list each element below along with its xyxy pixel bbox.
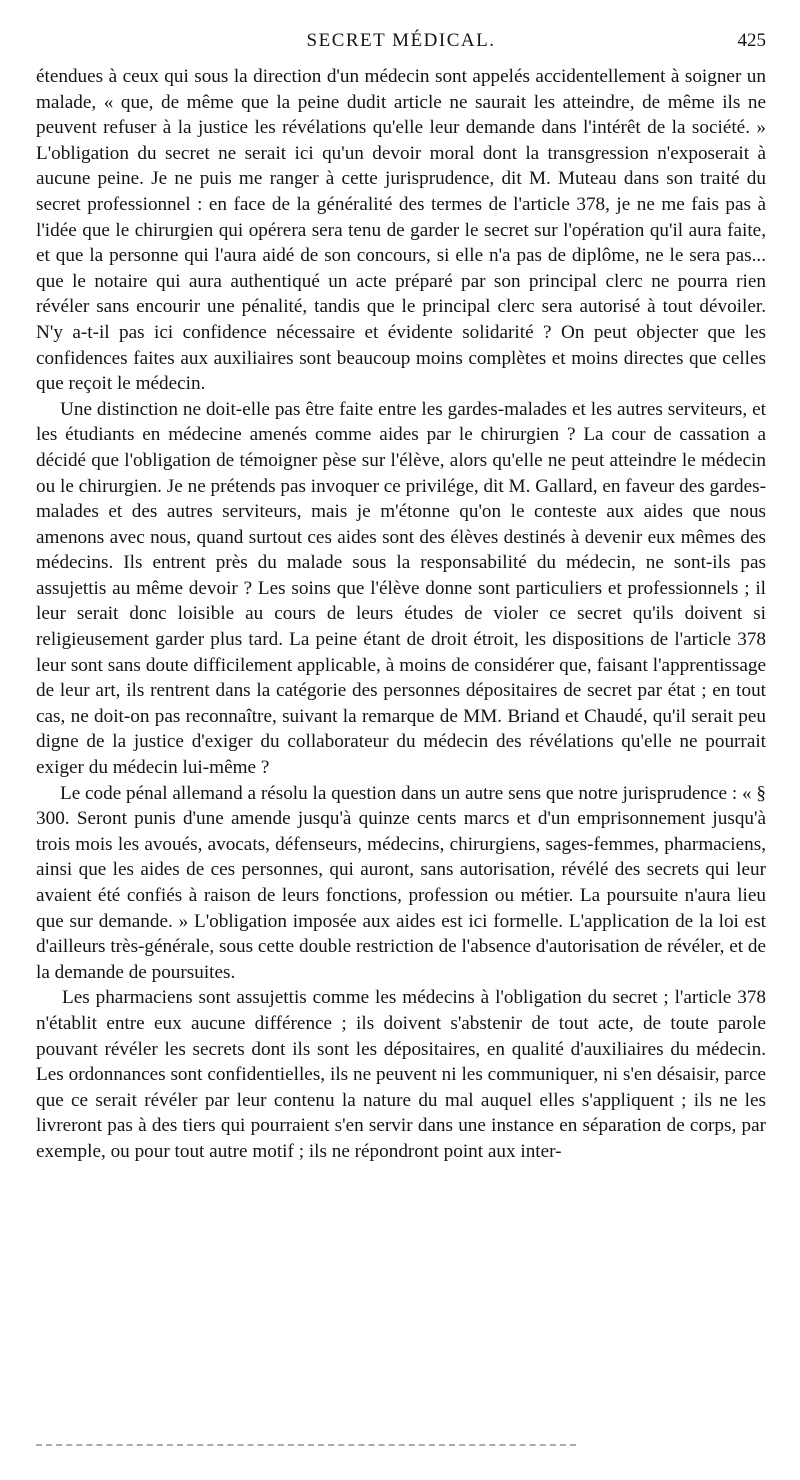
paragraph: Le code pénal allemand a résolu la question dans un autre sens que notre jurisprudence : « § 300. Seront punis d'une amende jusqu'à quinze cents marcs et d'un emprisonnement jusqu'à trois mois les avoués, avocats, défenseurs, médecins, chirurgiens, sages-femmes, pharmaciens, ainsi que les aides de ces personnes, qui auront, sans autorisation, révélé des secrets qui leur avaient été confiés à raison de leurs fonctions, profession ou métier. La poursuite n'aura lieu que sur demande. » L'obligation imposée aux aides est ici formelle. L'application de la loi est d'ailleurs très-générale, sous cette double restriction de l'absence d'autorisation de révéler, et de la demande de poursuites. bbox=[36, 782, 766, 983]
running-head bbox=[36, 30, 766, 58]
paragraph: étendues à ceux qui sous la direction d'un médecin sont appelés accidentellement à soigner un malade, « que, de même que la peine dudit article ne saurait les atteindre, de même ils ne peuvent refuser à la justice les révélations qu'elle leur demande dans l'intérêt de la société. » L'obligation du secret ne serait ici qu'un devoir moral dont la transgression n'exposerait à aucune peine. Je ne puis me ranger à cette jurisprudence, dit M. Muteau dans son traité du secret professionnel : en face de la généralité des termes de l'article 378, je ne me fais pas à l'idée que le chirurgien qui opérera sera tenu de garder le secret sur l'opération qu'il aura faite, et que la personne qui l'aura aidé de son concours, si elle n'a pas de diplôme, ne le sera pas... que le notaire qui aura authentiqué un acte préparé par son principal clerc ne pourra rien révéler sans encourir une pénalité, tandis que le principal clerc sera autorisé à tout dévoiler. N'y a-t-il pas ici confidence nécessaire et évidente solidarité ? On peut objecter que les confidences faites aux auxiliaires sont beaucoup moins complètes et moins directes que celles que reçoit le médecin. bbox=[36, 66, 766, 395]
paragraph: Les pharmaciens sont assujettis comme les médecins à l'obligation du secret ; l'article 378 n'établit entre eux aucune différence ; ils doivent s'abstenir de tout acte, de toute parole pouvant révéler les secrets dont ils sont les dépositaires, en qualité d'auxiliaires du médecin. Les ordonnances sont confidentielles, ils ne peuvent ni les communiquer, ni s'en désaisir, parce que ce serait révéler par leur contenu la nature du mal auquel elles s'appliquent ; ils ne les livreront pas à des tiers qui pourraient s'en servir dans une instance en séparation de corps, par exemple, ou pour tout autre motif ; ils ne répondront point aux inter- bbox=[36, 987, 766, 1162]
page-number: 425 bbox=[737, 30, 766, 51]
body-text bbox=[36, 64, 766, 1165]
page bbox=[36, 30, 766, 1165]
paragraph: Une distinction ne doit-elle pas être faite entre les gardes-malades et les autres serviteurs, et les étudiants en médecine amenés comme aides par le chirurgien ? La cour de cassation a décidé que l'obligation de témoigner pèse sur l'élève, alors qu'elle ne peut atteindre le médecin ou le chirurgien. Je ne prétends pas invoquer ce privilége, dit M. Gallard, en faveur des gardes-malades et des autres serviteurs, mais je m'étonne qu'on le conteste aux aides que nous amenons avec nous, quand surtout ces aides sont des élèves destinés à devenir eux mêmes des médecins. Ils entrent près du malade sous la responsabilité du médecin, ne sont-ils pas assujettis au même devoir ? Les soins que l'élève donne sont particuliers et professionnels ; il leur serait donc loisible au cours de leurs études de violer ce secret qu'ils doivent si religieusement garder plus tard. La peine étant de droit étroit, les dispositions de l'article 378 leur sont sans doute difficilement applicable, à moins de considérer que, faisant l'apprentissage de leur art, ils rentrent dans la catégorie des personnes dépositaires de secret par état ; en tout cas, ne doit-on pas reconnaître, suivant la remarque de MM. Briand et Chaudé, qu'il serait peu digne de la justice d'exiger du collaborateur du médecin des révélations qu'elle ne pourrait exiger du médecin lui-même ? bbox=[36, 398, 766, 779]
running-title: SECRET MÉDICAL. bbox=[306, 30, 496, 51]
page-bottom-rule bbox=[36, 1444, 576, 1446]
